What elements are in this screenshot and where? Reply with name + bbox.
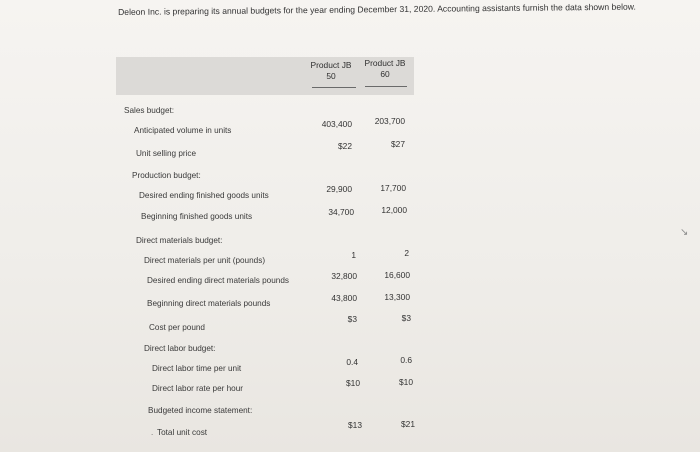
row-label: Cost per pound: [149, 323, 205, 332]
row-label: Budgeted income statement:: [148, 406, 253, 415]
value-jb50: 34,700: [328, 207, 354, 217]
value-jb50: $10: [346, 378, 360, 388]
value-jb60: 12,000: [381, 205, 407, 215]
value-jb50: $13: [348, 420, 362, 430]
value-jb50: $22: [338, 141, 352, 151]
value-jb60: $3: [401, 313, 411, 323]
row-label: Direct materials budget:: [136, 236, 223, 245]
value-jb50: $3: [347, 314, 357, 324]
value-jb50: 0.4: [346, 357, 358, 367]
row-label: Direct labor rate per hour: [152, 384, 244, 393]
row-label: Beginning finished goods units: [141, 212, 253, 221]
value-jb50: 403,400: [321, 119, 352, 129]
column-header-jb60: Product JB 60: [364, 58, 406, 79]
row-label: Unit selling price: [136, 149, 197, 158]
value-jb60: $10: [399, 377, 413, 387]
value-jb50: 29,900: [326, 184, 352, 194]
row-label: Beginning direct materials pounds: [147, 299, 271, 308]
row-label: Anticipated volume in units: [134, 126, 232, 135]
row-label: Sales budget:: [124, 106, 175, 115]
value-jb60: 0.6: [400, 355, 412, 365]
row-label: Desired ending direct materials pounds: [147, 276, 289, 285]
cursor-icon: ↘: [680, 227, 689, 238]
value-jb60: 16,600: [384, 270, 410, 280]
header-underline: [365, 86, 407, 87]
row-label: Direct labor time per unit: [152, 364, 242, 373]
value-jb60: $21: [401, 419, 415, 429]
header-underline: [312, 87, 356, 88]
column-header-jb50: Product JB 50: [310, 60, 352, 81]
row-label: Desired ending finished goods units: [139, 191, 269, 200]
row-label: Direct materials per unit (pounds): [144, 256, 266, 265]
value-jb60: 203,700: [374, 116, 405, 126]
value-jb60: 2: [404, 248, 409, 258]
value-jb60: 17,700: [380, 183, 406, 193]
row-label: Total unit cost: [157, 428, 208, 437]
row-label: Direct labor budget:: [144, 344, 216, 353]
bullet-mark: .: [151, 428, 154, 437]
value-jb50: 32,800: [331, 271, 357, 281]
value-jb60: 13,300: [384, 292, 410, 302]
intro-text: Deleon Inc. is preparing its annual budgets for the year ending December 31, 2020. Accounting assistants furnish the data shown below.: [118, 1, 636, 17]
row-label: Production budget:: [132, 171, 201, 180]
value-jb60: $27: [391, 139, 405, 149]
value-jb50: 1: [351, 250, 356, 260]
value-jb50: 43,800: [331, 293, 357, 303]
